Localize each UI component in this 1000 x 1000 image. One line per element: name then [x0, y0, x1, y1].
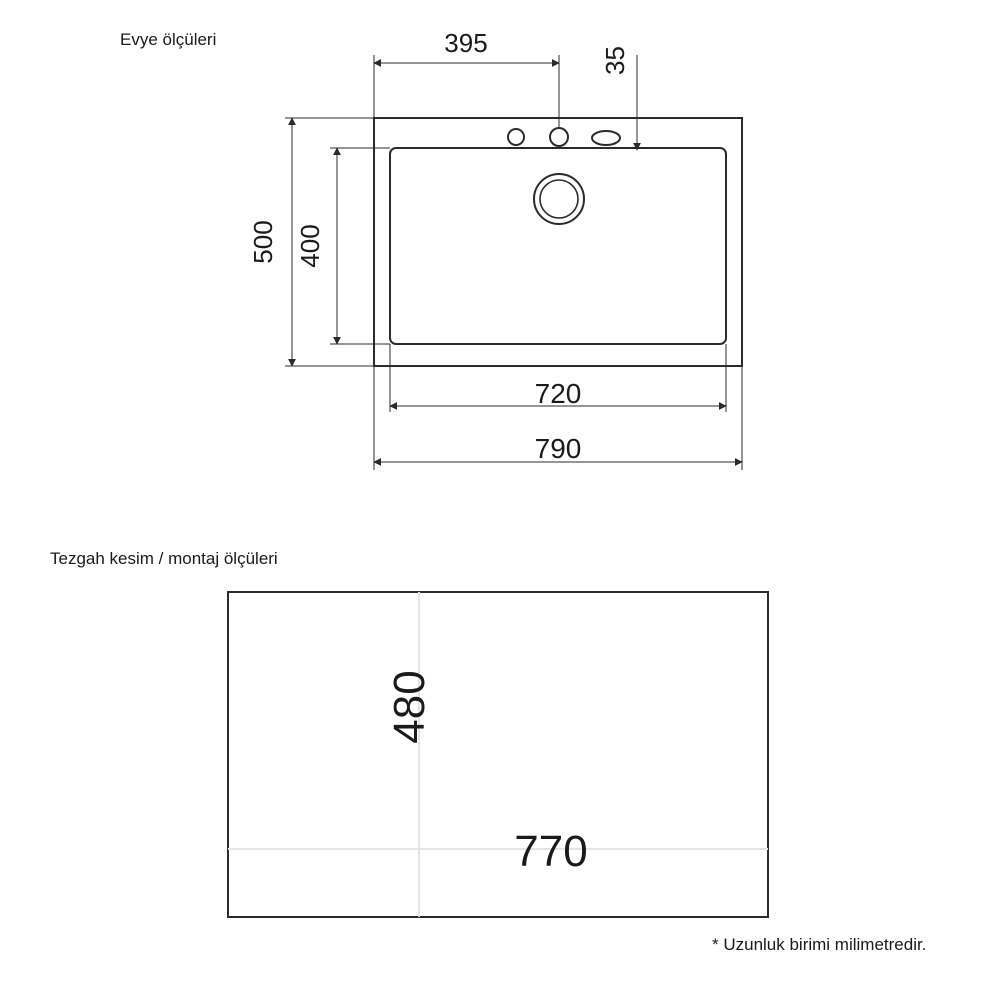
unit-footnote: * Uzunluk birimi milimetredir.: [712, 935, 927, 954]
tap-hole-icon: [550, 128, 568, 146]
cutout-rect: [228, 592, 768, 917]
dim-label-500: 500: [248, 220, 278, 264]
sink-top-view: [248, 28, 742, 470]
dim-label-720: 720: [534, 378, 582, 409]
cutout-section-title: Tezgah kesim / montaj ölçüleri: [50, 549, 278, 568]
accessory-hole-icon: [508, 129, 524, 145]
sink-bowl: [390, 148, 726, 344]
oval-hole-icon: [592, 131, 620, 145]
dim-label-35: 35: [600, 46, 630, 75]
dim-label-770: 770: [514, 827, 588, 876]
dim-label-395: 395: [444, 28, 488, 58]
drain-inner-ring-icon: [540, 180, 578, 218]
drain-outer-ring-icon: [534, 174, 584, 224]
sink-outer-body: [374, 118, 742, 366]
dim-label-790: 790: [534, 433, 582, 464]
countertop-cutout-view: [228, 592, 768, 917]
dim-label-400: 400: [295, 224, 325, 268]
dim-label-480: 480: [385, 670, 434, 744]
sink-section-title: Evye ölçüleri: [120, 30, 217, 49]
